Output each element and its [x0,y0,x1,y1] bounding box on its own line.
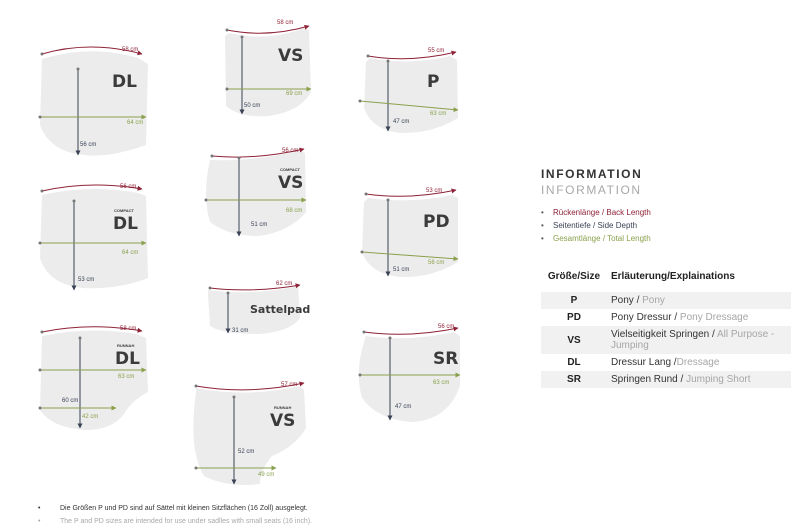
legend-back-length: • Rückenlänge / Back Length [541,208,651,217]
vs-compact-size-name: VS [278,173,304,193]
size-explanation: Dressur Lang /Dressage [611,357,720,368]
sr-side-label: 47 cm [395,404,412,410]
table-row [541,371,791,388]
size-explanation: Springen Rund / Jumping Short [607,371,791,388]
size-explanation: Pony / Pony [607,292,791,309]
vs-back-label: 58 cm [277,20,294,26]
vs-compact-side-label: 51 cm [251,222,268,228]
dl-runnah-size-name: DL [115,349,140,369]
pd-side-label: 51 cm [393,267,410,273]
pad-pd [361,188,459,277]
pd-back-label: 53 cm [426,188,443,194]
size-code: VS [541,326,607,354]
vs-runnah-total-label: 49 cm [258,472,275,478]
dl-runnah-tag: RUNNAH [117,343,135,348]
pd-total-label: 56 cm [428,260,445,266]
size-code: DL [567,357,581,368]
vs-runnah-side-label: 52 cm [238,449,255,455]
dl-runnah-back-label: 58 cm [120,326,137,332]
vs-compact-total-label: 68 cm [286,208,303,214]
vs-total-label: 69 cm [286,91,303,97]
vs-compact-tag: COMPACT [280,167,300,172]
pad-dl [39,47,149,156]
explanation-column-header: Erläuterung/Explainations [611,271,735,282]
dl-compact-total-label: 64 cm [122,250,139,256]
pad-sr [359,324,461,422]
dl-compact-size-name: DL [113,214,138,234]
sr-back-label: 56 cm [438,324,455,330]
dl-compact-tag: COMPACT [114,208,134,213]
dl-runnah-extra-label: 42 cm [82,414,99,420]
dl-compact-side-label: 53 cm [78,277,95,283]
size-column-header: Größe/Size [547,271,601,282]
pad-dl-runnah [39,326,149,430]
vs-runnah-tag: RUNNAH [274,405,292,410]
dl-size-name: DL [112,72,137,92]
legend-side-depth: • Seitentiefe / Side Depth [541,221,638,230]
dl-total-label: 64 cm [127,120,144,126]
dl-runnah-total-label: 63 cm [118,374,135,380]
size-code: SR [541,371,607,388]
table-row [541,326,791,354]
vs-runnah-back-label: 57 cm [281,382,298,388]
dl-back-label: 58 cm [122,47,139,53]
vs-side-label: 50 cm [244,103,261,109]
pad-dl-compact [39,184,149,290]
table-row [541,309,791,326]
footnote-english: • The P and PD sizes are intended for use under sadlles with small seats (16 inch). [38,518,312,525]
sattelpad-size-name: Sattelpad [250,303,311,316]
size-explanation: Pony Dressur / Pony Dressage [611,312,749,323]
p-size-name: P [427,72,440,92]
sattelpad-side-label: 31 cm [232,328,249,334]
sr-total-label: 63 cm [433,380,450,386]
vs-runnah-size-name: VS [270,411,296,431]
pad-vs-compact [205,148,307,236]
pd-size-name: PD [423,212,450,232]
dl-compact-back-label: 56 cm [120,184,137,190]
measurement-legend [541,206,651,245]
vs-compact-back-label: 56 cm [282,148,299,154]
sr-size-name: SR [433,349,459,369]
info-subtitle: INFORMATION [541,183,642,197]
dl-runnah-side-label: 60 cm [62,398,79,404]
size-code: PD [567,312,581,323]
pad-vs-runnah [193,382,306,485]
size-table [541,268,791,388]
legend-total-length: • Gesamtlänge / Total Length [541,234,651,243]
dl-side-label: 56 cm [80,142,97,148]
pad-vs [225,20,311,116]
p-back-label: 55 cm [428,48,445,54]
size-table-header [541,268,791,292]
pad-p [359,48,459,133]
pad-sattelpad [208,281,310,334]
vs-size-name: VS [278,46,304,66]
p-side-label: 47 cm [393,119,410,125]
p-total-label: 63 cm [430,111,447,117]
table-row [541,354,791,371]
table-row [541,292,791,309]
footnote-german: • Die Größen P und PD sind auf Sättel mit kleinen Sitzflächen (16 Zoll) ausgelegt. [38,505,308,512]
size-explanation: Vielseitigkeit Springen / All Purpose - Jumping [607,326,791,354]
size-code: P [541,292,607,309]
sattelpad-back-label: 62 cm [276,281,293,287]
info-title: INFORMATION [541,167,643,181]
